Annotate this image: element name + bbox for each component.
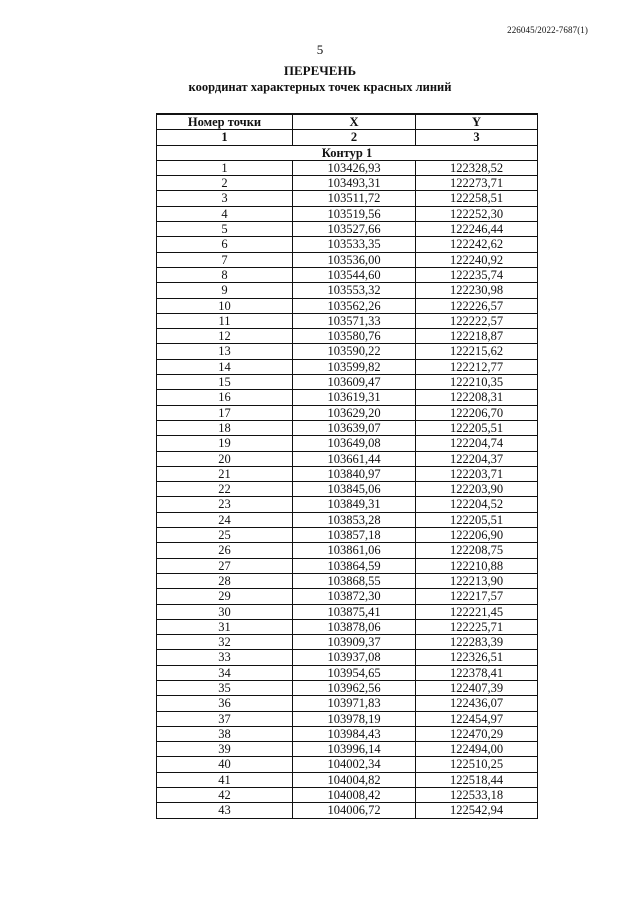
cell-x: 103954,65 [293, 665, 416, 680]
cell-point-number: 13 [157, 344, 293, 359]
cell-y: 122283,39 [416, 635, 538, 650]
cell-y: 122210,88 [416, 558, 538, 573]
cell-y: 122204,37 [416, 451, 538, 466]
header-x: X [293, 114, 416, 130]
cell-y: 122208,75 [416, 543, 538, 558]
cell-y: 122206,70 [416, 405, 538, 420]
cell-y: 122273,71 [416, 176, 538, 191]
cell-x: 103536,00 [293, 252, 416, 267]
table-row [157, 222, 538, 237]
table-row [157, 451, 538, 466]
cell-x: 103527,66 [293, 222, 416, 237]
cell-point-number: 10 [157, 298, 293, 313]
cell-y: 122205,51 [416, 512, 538, 527]
cell-y: 122240,92 [416, 252, 538, 267]
table-row [157, 543, 538, 558]
cell-point-number: 41 [157, 772, 293, 787]
table-row [157, 497, 538, 512]
cell-x: 103493,31 [293, 176, 416, 191]
cell-point-number: 28 [157, 573, 293, 588]
cell-x: 103580,76 [293, 329, 416, 344]
cell-y: 122328,52 [416, 160, 538, 175]
cell-y: 122246,44 [416, 222, 538, 237]
cell-point-number: 25 [157, 528, 293, 543]
cell-x: 103629,20 [293, 405, 416, 420]
cell-x: 103971,83 [293, 696, 416, 711]
cell-x: 103590,22 [293, 344, 416, 359]
coordinates-table [156, 113, 538, 819]
document-number: 226045/2022-7687(1) [507, 25, 588, 35]
table-row [157, 573, 538, 588]
cell-point-number: 27 [157, 558, 293, 573]
cell-x: 103937,08 [293, 650, 416, 665]
cell-point-number: 23 [157, 497, 293, 512]
table-row [157, 757, 538, 772]
table-row [157, 191, 538, 206]
table-body [157, 145, 538, 818]
cell-x: 103853,28 [293, 512, 416, 527]
cell-x: 103909,37 [293, 635, 416, 650]
cell-point-number: 2 [157, 176, 293, 191]
cell-y: 122208,31 [416, 390, 538, 405]
cell-x: 104004,82 [293, 772, 416, 787]
cell-y: 122221,45 [416, 604, 538, 619]
cell-point-number: 39 [157, 742, 293, 757]
cell-y: 122542,94 [416, 803, 538, 818]
table-row [157, 589, 538, 604]
table-row [157, 436, 538, 451]
cell-y: 122436,07 [416, 696, 538, 711]
table-row [157, 696, 538, 711]
cell-x: 103519,56 [293, 206, 416, 221]
cell-x: 103984,43 [293, 726, 416, 741]
table-row [157, 283, 538, 298]
document-title: ПЕРЕЧЕНЬ [283, 63, 357, 78]
cell-y: 122204,74 [416, 436, 538, 451]
table-row [157, 329, 538, 344]
cell-x: 103868,55 [293, 573, 416, 588]
cell-point-number: 34 [157, 665, 293, 680]
cell-x: 103849,31 [293, 497, 416, 512]
cell-y: 122533,18 [416, 788, 538, 803]
cell-y: 122494,00 [416, 742, 538, 757]
cell-y: 122378,41 [416, 665, 538, 680]
cell-point-number: 3 [157, 191, 293, 206]
cell-x: 103562,26 [293, 298, 416, 313]
cell-point-number: 22 [157, 482, 293, 497]
table-row [157, 788, 538, 803]
table-row [157, 711, 538, 726]
cell-y: 122203,71 [416, 466, 538, 481]
header-y: Y [416, 114, 538, 130]
cell-x: 103857,18 [293, 528, 416, 543]
table-row [157, 237, 538, 252]
cell-point-number: 26 [157, 543, 293, 558]
table-row [157, 604, 538, 619]
cell-x: 103619,31 [293, 390, 416, 405]
cell-x: 103845,06 [293, 482, 416, 497]
cell-point-number: 7 [157, 252, 293, 267]
table-row [157, 405, 538, 420]
cell-point-number: 35 [157, 680, 293, 695]
table-row [157, 466, 538, 481]
cell-y: 122215,62 [416, 344, 538, 359]
table-row [157, 528, 538, 543]
table-row [157, 206, 538, 221]
table-row [157, 344, 538, 359]
cell-point-number: 32 [157, 635, 293, 650]
table-row [157, 482, 538, 497]
cell-point-number: 17 [157, 405, 293, 420]
cell-point-number: 14 [157, 359, 293, 374]
cell-x: 104008,42 [293, 788, 416, 803]
cell-x: 103864,59 [293, 558, 416, 573]
table-row [157, 680, 538, 695]
cell-y: 122205,51 [416, 420, 538, 435]
cell-x: 103878,06 [293, 619, 416, 634]
cell-x: 103840,97 [293, 466, 416, 481]
cell-point-number: 30 [157, 604, 293, 619]
cell-point-number: 31 [157, 619, 293, 634]
cell-x: 104006,72 [293, 803, 416, 818]
cell-point-number: 19 [157, 436, 293, 451]
contour-row [157, 145, 538, 160]
cell-point-number: 42 [157, 788, 293, 803]
cell-y: 122242,62 [416, 237, 538, 252]
cell-y: 122230,98 [416, 283, 538, 298]
table-row [157, 176, 538, 191]
table-row [157, 298, 538, 313]
cell-point-number: 21 [157, 466, 293, 481]
cell-point-number: 15 [157, 375, 293, 390]
cell-x: 103426,93 [293, 160, 416, 175]
cell-y: 122252,30 [416, 206, 538, 221]
table-row [157, 619, 538, 634]
cell-y: 122407,39 [416, 680, 538, 695]
cell-point-number: 12 [157, 329, 293, 344]
table-row [157, 420, 538, 435]
cell-point-number: 38 [157, 726, 293, 741]
table-row [157, 375, 538, 390]
cell-point-number: 24 [157, 512, 293, 527]
cell-x: 103872,30 [293, 589, 416, 604]
contour-label: Контур 1 [157, 145, 538, 160]
cell-y: 122235,74 [416, 267, 538, 282]
cell-x: 103962,56 [293, 680, 416, 695]
cell-x: 103978,19 [293, 711, 416, 726]
cell-y: 122518,44 [416, 772, 538, 787]
cell-y: 122213,90 [416, 573, 538, 588]
cell-point-number: 6 [157, 237, 293, 252]
cell-y: 122204,52 [416, 497, 538, 512]
table-row [157, 635, 538, 650]
cell-point-number: 16 [157, 390, 293, 405]
cell-point-number: 11 [157, 313, 293, 328]
cell-point-number: 40 [157, 757, 293, 772]
table-row [157, 390, 538, 405]
cell-y: 122210,35 [416, 375, 538, 390]
table-row [157, 512, 538, 527]
table-row [157, 650, 538, 665]
column-number-2: 2 [293, 130, 416, 145]
cell-point-number: 1 [157, 160, 293, 175]
cell-point-number: 36 [157, 696, 293, 711]
cell-point-number: 33 [157, 650, 293, 665]
cell-point-number: 43 [157, 803, 293, 818]
cell-x: 103609,47 [293, 375, 416, 390]
column-number-3: 3 [416, 130, 538, 145]
cell-point-number: 4 [157, 206, 293, 221]
cell-x: 103639,07 [293, 420, 416, 435]
table-row [157, 742, 538, 757]
table-row [157, 313, 538, 328]
cell-x: 103571,33 [293, 313, 416, 328]
cell-x: 103861,06 [293, 543, 416, 558]
header-row [157, 114, 538, 130]
cell-y: 122222,57 [416, 313, 538, 328]
table-row [157, 359, 538, 374]
cell-y: 122212,77 [416, 359, 538, 374]
cell-point-number: 37 [157, 711, 293, 726]
cell-x: 103511,72 [293, 191, 416, 206]
cell-y: 122470,29 [416, 726, 538, 741]
cell-point-number: 5 [157, 222, 293, 237]
table-row [157, 558, 538, 573]
table-row [157, 665, 538, 680]
table-row [157, 267, 538, 282]
cell-y: 122203,90 [416, 482, 538, 497]
cell-x: 103533,35 [293, 237, 416, 252]
cell-x: 103649,08 [293, 436, 416, 451]
cell-x: 103544,60 [293, 267, 416, 282]
cell-x: 103661,44 [293, 451, 416, 466]
cell-y: 122218,87 [416, 329, 538, 344]
cell-x: 103875,41 [293, 604, 416, 619]
cell-point-number: 8 [157, 267, 293, 282]
cell-x: 103599,82 [293, 359, 416, 374]
cell-point-number: 29 [157, 589, 293, 604]
cell-point-number: 9 [157, 283, 293, 298]
cell-y: 122326,51 [416, 650, 538, 665]
table-row [157, 803, 538, 818]
cell-x: 103553,32 [293, 283, 416, 298]
cell-y: 122225,71 [416, 619, 538, 634]
column-number-row [157, 130, 538, 145]
page-number: 5 [316, 42, 324, 57]
table-row [157, 160, 538, 175]
cell-y: 122510,25 [416, 757, 538, 772]
header-point-number: Номер точки [157, 114, 293, 130]
cell-y: 122258,51 [416, 191, 538, 206]
table-header [157, 114, 538, 145]
cell-y: 122217,57 [416, 589, 538, 604]
cell-y: 122226,57 [416, 298, 538, 313]
table-row [157, 252, 538, 267]
cell-point-number: 20 [157, 451, 293, 466]
cell-x: 104002,34 [293, 757, 416, 772]
document-subtitle: координат характерных точек красных линий [188, 80, 452, 94]
cell-point-number: 18 [157, 420, 293, 435]
table-row [157, 772, 538, 787]
table-row [157, 726, 538, 741]
cell-y: 122454,97 [416, 711, 538, 726]
cell-x: 103996,14 [293, 742, 416, 757]
column-number-1: 1 [157, 130, 293, 145]
cell-y: 122206,90 [416, 528, 538, 543]
